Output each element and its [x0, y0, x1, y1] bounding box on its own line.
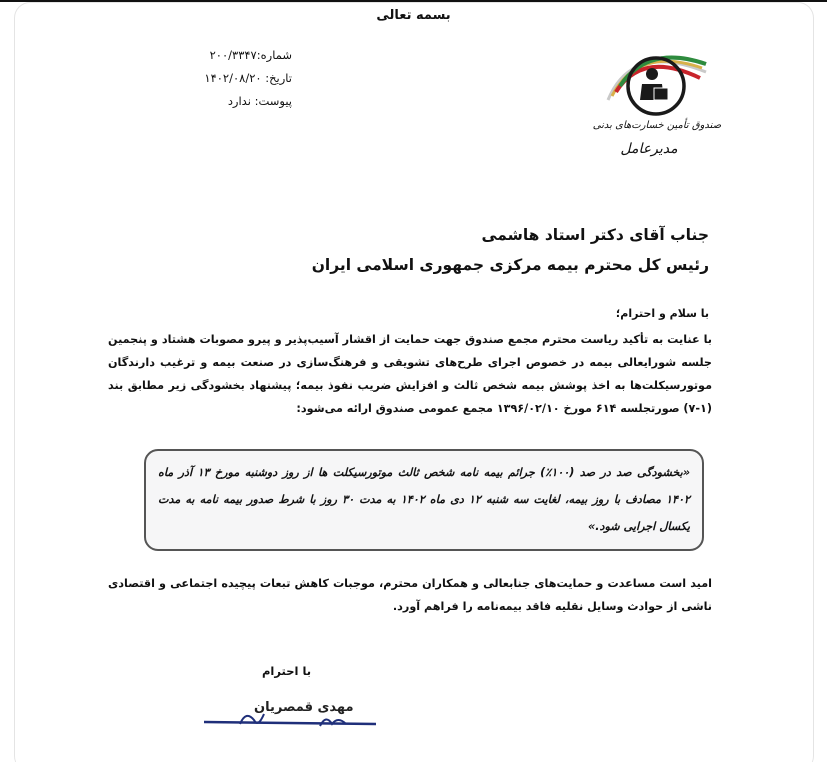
proposal-quote-box: «بخشودگی صد در صد (۱۰۰٪) جرائم بیمه نامه شخص ثالث موتورسیکلت ها از روز دوشنبه مورخ ۱۳ آذر ماه ۱۴۰۲ مصادف با روز بیمه، لغایت سه شنبه ۱۲ دی ماه ۱۴۰۲ به مدت ۳۰ روز با شرط صدور بیمه نامه به مدت یکسال اجرایی شود.»	[144, 449, 704, 551]
greeting: با سلام و احترام؛	[615, 307, 709, 320]
letter-date	[142, 67, 292, 90]
date-label: تاریخ:	[265, 71, 292, 85]
attachment-label: پیوست:	[254, 94, 292, 108]
letter-meta	[142, 44, 292, 113]
sender-title: مدیرعامل	[620, 141, 678, 157]
body-paragraph: با عنایت به تأکید ریاست محترم مجمع صندوق جهت حمایت از اقشار آسیب‌پذیر و پیرو مصوبات هشتاد و پنجمین جلسه شورایعالی بیمه در خصوص اجرای طرح‌های تشویقی و فرهنگ‌سازی در صنعت بیمه و ترغیب دارندگان موتورسیکلت‌ها به اخذ پوشش بیمه شخص ثالث و افزایش ضریب نفوذ بیمه؛ پیشنهاد بخشودگی زیر مطابق بند (۱-۷) صورتجلسه ۶۱۴ مورخ ۱۳۹۶/۰۲/۱۰ مجمع عمومی صندوق ارائه می‌شود:	[108, 333, 712, 415]
recipient-name: جناب آقای دکتر استاد هاشمی	[481, 226, 709, 244]
number-value: ۲۰۰/۳۳۴۷	[209, 48, 257, 62]
basmala-heading: بسمه تعالی	[376, 8, 451, 23]
date-value: ۱۴۰۲/۰۸/۲۰	[204, 71, 262, 85]
organization-logo-block	[592, 38, 722, 188]
number-label: شماره:	[256, 48, 292, 62]
handwritten-signature-icon	[200, 704, 380, 732]
insurance-fund-emblem-icon	[602, 38, 712, 118]
letter-number	[142, 44, 292, 67]
recipient-block	[312, 220, 709, 280]
attachment-value: ندارد	[227, 94, 251, 108]
regards-text: با احترام	[262, 664, 312, 678]
closing-paragraph: امید است مساعدت و حمایت‌های جنابعالی و همکاران محترم، موجبات کاهش تبعات پیچیده اجتماعی و اقتصادی ناشی از حوادث وسایل نقلیه فاقد بیمه‌نامه را فراهم آورد.	[108, 577, 712, 613]
signer-name: مهدی قمصریان	[254, 700, 354, 715]
recipient-title: رئیس کل محترم بیمه مرکزی جمهوری اسلامی ایران	[311, 256, 709, 274]
organization-name: صندوق تأمین خسارت‌های بدنی	[592, 120, 722, 131]
letter-attachment	[142, 90, 292, 113]
